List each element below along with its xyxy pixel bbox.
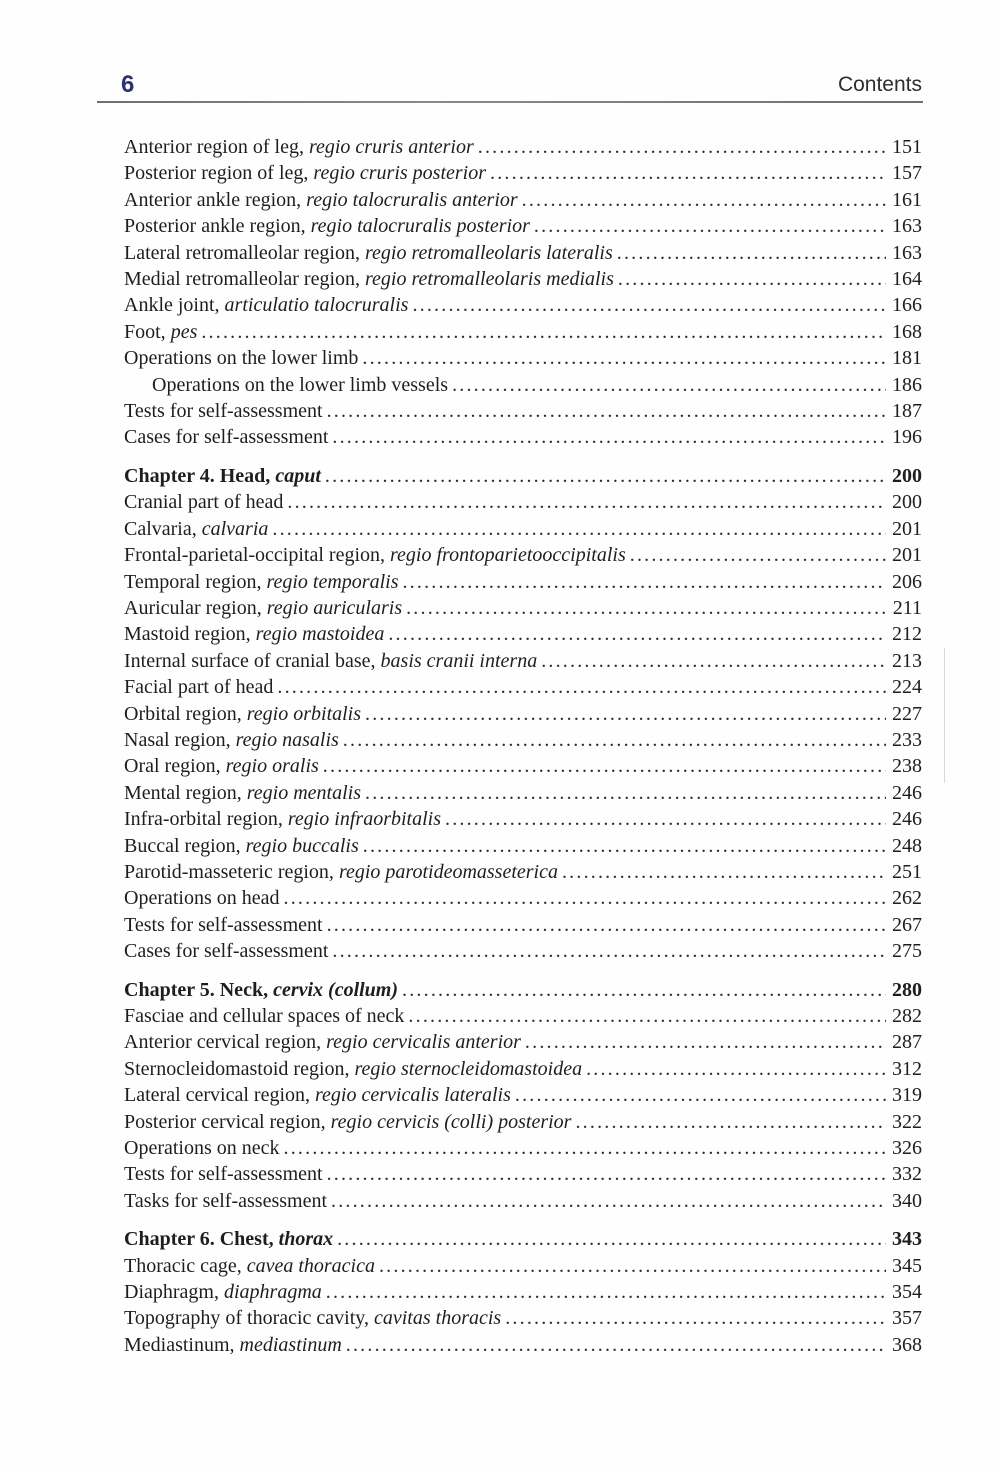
- toc-entry: [124, 1188, 922, 1214]
- toc-entry-page-number: 151: [892, 136, 922, 158]
- toc-entry-title: [124, 885, 280, 911]
- toc-entry-text: Tasks for self-assessment: [124, 1189, 327, 1212]
- toc-leader-dots: [321, 463, 886, 489]
- toc-leader-dots: [501, 1305, 886, 1331]
- toc-leader-dots: [342, 1332, 886, 1358]
- toc-entry-text: Auricular region,: [124, 596, 267, 619]
- toc-entry-text: Medial retromalleolar region,: [124, 268, 366, 291]
- toc-entry-page-number: 163: [892, 215, 922, 238]
- toc-leader-dots: [626, 542, 886, 568]
- toc-entry: [124, 1003, 922, 1029]
- scan-artifact-line: [944, 648, 945, 783]
- toc-leader-dots: [361, 701, 886, 727]
- toc-entry-page-number: 354: [892, 1281, 922, 1304]
- toc-entry: [124, 463, 922, 489]
- header-rule: [97, 101, 923, 103]
- toc-entry-title: [124, 648, 537, 674]
- toc-entry-text: Nasal region,: [124, 728, 236, 751]
- toc-entry-page-number: 157: [892, 162, 922, 185]
- toc-entry-title: [124, 1082, 511, 1108]
- toc-leader-dots: [441, 806, 886, 832]
- toc-entry-latin: regio orbitalis: [246, 702, 362, 725]
- toc-entry: [124, 240, 922, 266]
- toc-entry-text: Mental region,: [124, 781, 247, 804]
- toc-entry: [124, 1279, 922, 1305]
- toc-entry-text: Mastoid region,: [124, 623, 256, 646]
- toc-entry-latin: diaphragma: [223, 1281, 322, 1304]
- toc-entry-page-number: 248: [892, 834, 922, 857]
- toc-entry: [124, 727, 922, 753]
- toc-entry-page-number: 326: [892, 1137, 922, 1160]
- toc-entry-page-number: 200: [892, 491, 922, 514]
- toc-entry-title: [124, 1332, 342, 1358]
- toc-leader-dots: [474, 134, 886, 160]
- toc-entry-title: [124, 463, 321, 489]
- toc-entry-title: [124, 319, 197, 345]
- toc-entry-latin: regio frontoparietooccipitalis: [390, 544, 626, 567]
- toc-entry-page-number: 368: [892, 1333, 922, 1356]
- toc-entry: [124, 1082, 922, 1108]
- toc-entry-title: [124, 727, 339, 753]
- toc-entry-page-number: 282: [892, 1005, 922, 1027]
- toc-entry-text: Sternocleidomastoid region,: [124, 1057, 355, 1080]
- toc-entry-text: Orbital region,: [124, 702, 247, 725]
- toc-entry-text: Anterior cervical region,: [124, 1031, 327, 1054]
- toc-entry-page-number: 211: [892, 596, 922, 619]
- toc-entry-title: [124, 1135, 280, 1161]
- toc-entry-title: [124, 977, 398, 1003]
- toc-entry: [124, 424, 922, 450]
- toc-leader-dots: [530, 213, 886, 239]
- toc-entry-text: Chapter 4. Head,: [124, 464, 276, 487]
- page-number: 6: [121, 71, 135, 98]
- toc-entry: [124, 1226, 922, 1252]
- toc-entry-title: [124, 1003, 404, 1029]
- toc-entry-latin: regio buccalis: [245, 834, 359, 857]
- toc-entry-text: Anterior region of leg,: [124, 136, 309, 158]
- toc-entry: [124, 938, 922, 964]
- toc-entry: [124, 160, 922, 186]
- toc-entry-page-number: 181: [892, 347, 922, 370]
- toc-leader-dots: [537, 648, 886, 674]
- toc-entry-latin: regio mentalis: [246, 781, 361, 804]
- toc-entry: [124, 753, 922, 779]
- toc-entry-page-number: 163: [892, 241, 922, 264]
- toc-entry-title: [124, 1109, 571, 1135]
- toc-entry: [124, 1253, 922, 1279]
- toc-leader-dots: [327, 1188, 886, 1214]
- toc-entry: [124, 1029, 922, 1055]
- toc-entry-text: Cranial part of head: [124, 491, 284, 514]
- toc-leader-dots: [359, 833, 886, 859]
- toc-entry-page-number: 246: [892, 808, 922, 831]
- toc-entry-page-number: 357: [892, 1307, 922, 1330]
- toc-entry-latin: regio cruris anterior: [308, 136, 474, 158]
- toc-entry-title: [124, 292, 408, 318]
- toc-leader-dots: [375, 1253, 886, 1279]
- toc-entry-title: [124, 674, 273, 700]
- toc-entry: [124, 516, 922, 542]
- toc-entry: [124, 134, 922, 160]
- toc-entry-title: [124, 160, 486, 186]
- toc-entry: [124, 1109, 922, 1135]
- toc-leader-dots: [197, 319, 886, 345]
- toc-leader-dots: [404, 1003, 886, 1029]
- toc-entry-text: Fasciae and cellular spaces of neck: [124, 1005, 405, 1027]
- toc-entry-latin: regio sternocleidomastoidea: [354, 1057, 583, 1080]
- toc-entry-text: Tests for self-assessment: [124, 400, 323, 423]
- toc-entry-latin: regio nasalis: [235, 728, 339, 751]
- toc-entry-page-number: 200: [892, 464, 922, 487]
- toc-entry-title: [124, 1279, 322, 1305]
- toc-leader-dots: [582, 1056, 886, 1082]
- toc-entry-text: Chapter 5. Neck,: [124, 978, 274, 1001]
- toc-entry-text: Frontal-parietal-occipital region,: [124, 544, 391, 567]
- toc-entry-latin: cavea thoracica: [246, 1254, 375, 1277]
- toc-leader-dots: [273, 674, 886, 700]
- toc-entry-latin: regio cervicis (colli) posterior: [330, 1110, 572, 1133]
- toc-entry-title: [124, 806, 441, 832]
- toc-entry: [124, 912, 922, 938]
- toc-leader-dots: [323, 1161, 886, 1187]
- toc-entry-text: Lateral retromalleolar region,: [124, 241, 365, 264]
- toc-entry: [124, 569, 922, 595]
- toc-entry-latin: cervix (collum): [273, 978, 399, 1001]
- toc-entry: [124, 833, 922, 859]
- toc-entry-latin: thorax: [278, 1228, 334, 1251]
- toc-entry-page-number: 161: [892, 188, 922, 211]
- toc-entry-text: Facial part of head: [124, 676, 274, 699]
- toc-entry-title: [124, 1253, 375, 1279]
- toc-entry-page-number: 238: [892, 755, 922, 778]
- toc-entry-text: Mediastinum,: [124, 1333, 240, 1356]
- toc-entry-latin: cavitas thoracis: [374, 1307, 502, 1330]
- toc-entry-page-number: 340: [892, 1189, 922, 1212]
- toc-entry-title: [152, 372, 448, 398]
- toc-entry-latin: caput: [275, 464, 321, 487]
- toc-leader-dots: [280, 885, 886, 911]
- toc-entry-text: Infra-orbital region,: [124, 808, 288, 831]
- toc-leader-dots: [448, 372, 886, 398]
- toc-entry-text: Calvaria,: [124, 517, 202, 540]
- toc-leader-dots: [408, 292, 886, 318]
- toc-entry-title: [124, 1305, 501, 1331]
- toc-entry-page-number: 319: [892, 1084, 922, 1107]
- toc-entry-title: [124, 859, 558, 885]
- toc-entry-text: Posterior ankle region,: [124, 215, 311, 238]
- toc-leader-dots: [322, 1279, 886, 1305]
- toc-leader-dots: [521, 1029, 886, 1055]
- toc-entry-title: [124, 1029, 521, 1055]
- toc-entry-page-number: 267: [892, 913, 922, 936]
- toc-entry-page-number: 322: [892, 1110, 922, 1133]
- toc-entry-page-number: 212: [892, 623, 922, 646]
- toc-leader-dots: [333, 1226, 886, 1252]
- toc-entry: [124, 489, 922, 515]
- toc-entry-latin: regio mastoidea: [255, 623, 385, 646]
- toc-entry-page-number: 343: [892, 1228, 922, 1251]
- toc-entry: [124, 621, 922, 647]
- toc-entry: [124, 859, 922, 885]
- toc-entry-latin: regio oralis: [225, 755, 319, 778]
- toc-entry-text: Ankle joint,: [124, 294, 225, 317]
- toc-entry-latin: regio temporalis: [266, 570, 399, 593]
- toc-entry-title: [124, 424, 328, 450]
- toc-entry-text: Parotid-masseteric region,: [124, 860, 339, 883]
- toc-leader-dots: [323, 912, 886, 938]
- toc-entry-text: Cases for self-assessment: [124, 940, 329, 963]
- toc-entry: [124, 1056, 922, 1082]
- toc-leader-dots: [398, 977, 886, 1003]
- toc-entry-title: [124, 1056, 582, 1082]
- toc-entry-title: [124, 489, 283, 515]
- toc-entry-text: Anterior ankle region,: [124, 188, 307, 211]
- toc-entry-page-number: 201: [892, 517, 922, 540]
- toc-entry-title: [124, 542, 626, 568]
- toc-leader-dots: [398, 569, 886, 595]
- toc-entry-page-number: 280: [892, 978, 922, 1001]
- toc-entry-title: [124, 345, 358, 371]
- toc-entry-title: [124, 1188, 327, 1214]
- toc-entry-title: [124, 398, 323, 424]
- toc-leader-dots: [268, 516, 886, 542]
- toc-entry: [124, 806, 922, 832]
- toc-entry-page-number: 227: [892, 702, 922, 725]
- toc-entry-page-number: 168: [892, 320, 922, 343]
- toc-entry: [124, 885, 922, 911]
- toc-entry-text: Cases for self-assessment: [124, 426, 329, 449]
- toc-leader-dots: [323, 398, 886, 424]
- toc-entry: [124, 372, 922, 398]
- toc-entry-title: [124, 833, 359, 859]
- toc-entry-text: Buccal region,: [124, 834, 246, 857]
- toc-leader-dots: [328, 938, 886, 964]
- toc-entry-latin: regio cervicalis anterior: [326, 1031, 521, 1054]
- toc-entry-title: [124, 240, 613, 266]
- toc-leader-dots: [384, 621, 886, 647]
- toc-entry-text: Tests for self-assessment: [124, 1163, 323, 1186]
- toc-entry-text: Posterior region of leg,: [124, 162, 314, 185]
- toc-leader-dots: [280, 1135, 886, 1161]
- toc-entry-page-number: 275: [892, 940, 922, 963]
- toc-entry-latin: calvaria: [201, 517, 269, 540]
- toc-leader-dots: [558, 859, 886, 885]
- toc-entry-latin: regio infraorbitalis: [287, 808, 441, 831]
- toc-entry-text: Diaphragm,: [124, 1281, 224, 1304]
- toc-entry-page-number: 345: [892, 1254, 922, 1277]
- toc-entry-title: [124, 753, 319, 779]
- toc-leader-dots: [613, 240, 886, 266]
- toc-leader-dots: [339, 727, 886, 753]
- toc-entry-text: Internal surface of cranial base,: [124, 649, 381, 672]
- toc-entry-title: [124, 187, 518, 213]
- toc-entry-text: Operations on the lower limb: [124, 347, 359, 370]
- toc-leader-dots: [402, 595, 886, 621]
- toc-entry-latin: regio parotideomasseterica: [338, 860, 558, 883]
- toc-leader-dots: [571, 1109, 886, 1135]
- toc-entry-title: [124, 595, 402, 621]
- toc-entry: [124, 701, 922, 727]
- toc-entry: [124, 1332, 922, 1358]
- toc-leader-dots: [486, 160, 886, 186]
- toc-entry: [124, 648, 922, 674]
- toc-entry-title: [124, 569, 398, 595]
- running-head-title: Contents: [837, 73, 922, 96]
- toc-entry-latin: regio auricularis: [266, 596, 403, 619]
- toc-entry-page-number: 201: [892, 544, 922, 567]
- toc-entry: [124, 266, 922, 292]
- toc-entry-title: [124, 938, 328, 964]
- toc-entry-page-number: 196: [892, 426, 922, 449]
- toc-entry-text: Tests for self-assessment: [124, 913, 323, 936]
- toc-list: [124, 134, 922, 1358]
- toc-entry-text: Topography of thoracic cavity,: [124, 1307, 374, 1330]
- toc-entry-title: [124, 912, 323, 938]
- toc-entry-page-number: 233: [892, 728, 922, 751]
- toc-leader-dots: [361, 780, 886, 806]
- toc-entry-text: Chapter 6. Chest,: [124, 1228, 279, 1251]
- toc-entry-text: Oral region,: [124, 755, 226, 778]
- toc-entry-title: [124, 621, 384, 647]
- toc-entry-page-number: 186: [892, 373, 922, 396]
- toc-leader-dots: [358, 345, 886, 371]
- toc-entry: [124, 213, 922, 239]
- toc-entry-latin: mediastinum: [239, 1333, 342, 1356]
- toc-leader-dots: [319, 753, 886, 779]
- toc-entry: [124, 674, 922, 700]
- toc-entry-page-number: 332: [892, 1163, 922, 1186]
- toc-entry: [124, 292, 922, 318]
- toc-entry-page-number: 164: [892, 268, 922, 291]
- toc-entry-latin: regio cervicalis lateralis: [315, 1084, 511, 1107]
- toc-entry: [124, 345, 922, 371]
- toc-entry-title: [124, 516, 268, 542]
- toc-entry-page-number: 287: [892, 1031, 922, 1054]
- toc-entry-latin: regio cruris posterior: [313, 162, 487, 185]
- toc-entry-page-number: 251: [892, 860, 922, 883]
- toc-entry-page-number: 213: [892, 649, 922, 672]
- toc-entry-latin: regio talocruralis anterior: [306, 188, 518, 211]
- toc-leader-dots: [518, 187, 886, 213]
- toc-leader-dots: [283, 489, 886, 515]
- toc-entry-title: [124, 701, 361, 727]
- toc-entry-page-number: 262: [892, 887, 922, 910]
- toc-entry-latin: regio talocruralis posterior: [310, 215, 530, 238]
- toc-entry-page-number: 206: [892, 570, 922, 593]
- toc-entry-text: Operations on the lower limb vessels: [152, 373, 449, 396]
- toc-entry: [124, 1305, 922, 1331]
- toc-entry-text: Thoracic cage,: [124, 1254, 247, 1277]
- toc-entry-title: [124, 134, 474, 160]
- toc-entry-text: Operations on neck: [124, 1137, 280, 1160]
- toc-entry-page-number: 187: [892, 400, 922, 423]
- toc-entry-latin: regio retromalleolaris lateralis: [365, 241, 613, 264]
- toc-entry-latin: regio retromalleolaris medialis: [365, 268, 614, 291]
- toc-entry: [124, 542, 922, 568]
- toc-entry-text: Temporal region,: [124, 570, 267, 593]
- toc-entry-text: Operations on head: [124, 887, 280, 910]
- toc-entry: [124, 187, 922, 213]
- toc-entry: [124, 1135, 922, 1161]
- toc-entry-title: [124, 1226, 333, 1252]
- toc-entry-text: Lateral cervical region,: [124, 1084, 315, 1107]
- toc-entry-title: [124, 1161, 323, 1187]
- toc-entry-latin: basis cranii interna: [380, 649, 538, 672]
- toc-entry-latin: pes: [170, 320, 198, 343]
- toc-entry-title: [124, 266, 614, 292]
- toc-entry-page-number: 312: [892, 1057, 922, 1080]
- toc-entry: [124, 977, 922, 1003]
- toc-entry: [124, 1161, 922, 1187]
- toc-entry: [124, 319, 922, 345]
- toc-entry: [124, 780, 922, 806]
- toc-leader-dots: [614, 266, 886, 292]
- toc-entry-text: Posterior cervical region,: [124, 1110, 331, 1133]
- toc-entry-page-number: 224: [892, 676, 922, 699]
- toc-entry: [124, 595, 922, 621]
- toc-entry-title: [124, 780, 361, 806]
- toc-leader-dots: [328, 424, 886, 450]
- toc-entry-title: [124, 213, 530, 239]
- toc-entry: [124, 398, 922, 424]
- toc-entry-page-number: 246: [892, 781, 922, 804]
- toc-leader-dots: [511, 1082, 886, 1108]
- toc-entry-page-number: 166: [892, 294, 922, 317]
- toc-entry-text: Foot,: [124, 320, 171, 343]
- toc-entry-latin: articulatio talocruralis: [224, 294, 409, 317]
